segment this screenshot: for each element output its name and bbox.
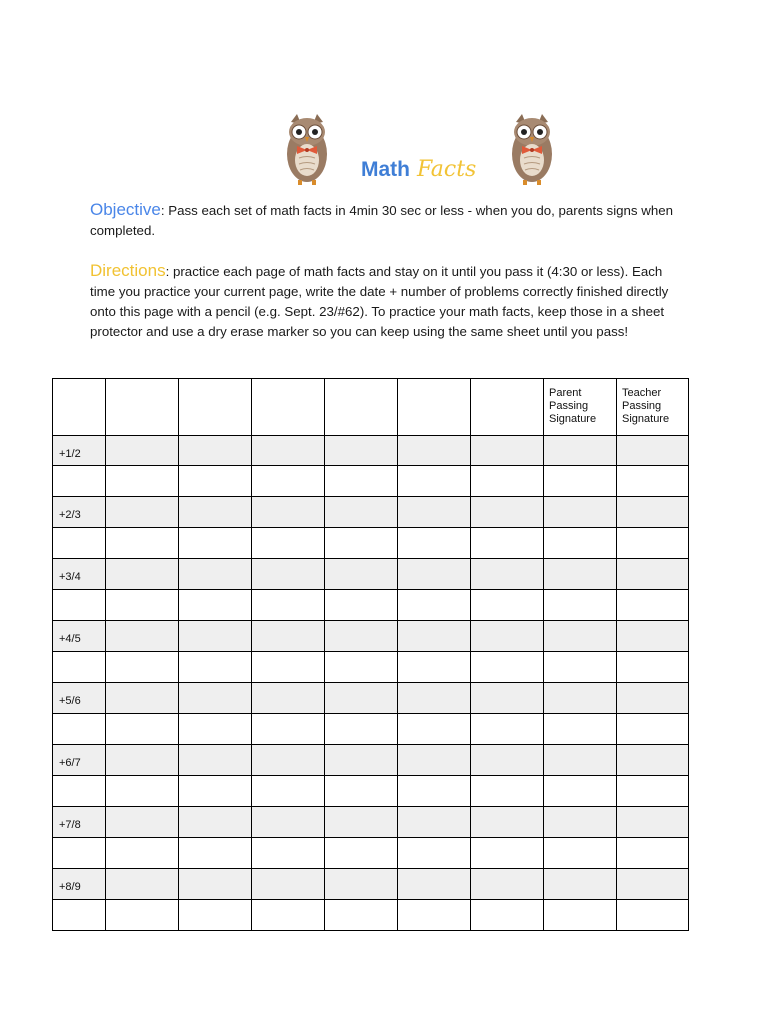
directions-label: Directions <box>90 261 166 280</box>
entry-cell[interactable] <box>106 838 179 869</box>
entry-cell[interactable] <box>471 652 544 683</box>
entry-cell[interactable] <box>106 528 179 559</box>
entry-cell[interactable] <box>398 466 471 497</box>
entry-cell[interactable] <box>106 869 179 900</box>
table-header-label <box>252 379 324 387</box>
entry-cell[interactable] <box>106 683 179 714</box>
entry-cell[interactable] <box>325 838 398 869</box>
table-row <box>53 900 689 931</box>
entry-cell[interactable] <box>325 869 398 900</box>
entry-cell[interactable] <box>398 900 471 931</box>
row-label: +3/4 <box>59 571 81 583</box>
row-label <box>53 652 105 664</box>
entry-cell[interactable] <box>325 745 398 776</box>
entry-cell[interactable] <box>544 745 617 776</box>
row-label: +5/6 <box>59 695 81 707</box>
table-row <box>53 652 689 683</box>
entry-cell[interactable] <box>252 900 325 931</box>
entry-cell[interactable] <box>325 714 398 745</box>
row-label-cell <box>53 497 106 528</box>
entry-cell[interactable] <box>179 745 252 776</box>
entry-cell[interactable] <box>179 838 252 869</box>
entry-cell[interactable] <box>617 590 689 621</box>
table-header-cell <box>106 379 179 436</box>
entry-cell[interactable] <box>617 497 689 528</box>
row-label-cell <box>53 436 106 466</box>
row-label <box>53 528 105 540</box>
entry-cell[interactable] <box>179 436 252 466</box>
page-title <box>361 157 476 182</box>
table-row <box>53 497 689 528</box>
row-label-cell <box>53 838 106 869</box>
row-label-cell <box>53 776 106 807</box>
entry-cell[interactable] <box>325 900 398 931</box>
table-header-cell <box>325 379 398 436</box>
entry-cell[interactable] <box>617 652 689 683</box>
entry-cell[interactable] <box>252 621 325 652</box>
entry-cell[interactable] <box>471 621 544 652</box>
row-label-cell <box>53 528 106 559</box>
objective-paragraph <box>90 200 690 241</box>
entry-cell[interactable] <box>106 807 179 838</box>
row-label-cell <box>53 652 106 683</box>
table-row <box>53 714 689 745</box>
entry-cell[interactable] <box>617 776 689 807</box>
row-label: +7/8 <box>59 819 81 831</box>
entry-cell[interactable] <box>179 683 252 714</box>
table-row <box>53 683 689 714</box>
row-label <box>53 466 105 478</box>
row-label <box>53 838 105 850</box>
table-row <box>53 528 689 559</box>
entry-cell[interactable] <box>471 683 544 714</box>
entry-cell[interactable] <box>106 436 179 466</box>
entry-cell[interactable] <box>398 528 471 559</box>
entry-cell[interactable] <box>325 683 398 714</box>
entry-cell[interactable] <box>544 466 617 497</box>
entry-cell[interactable] <box>544 559 617 590</box>
table-row <box>53 869 689 900</box>
entry-cell[interactable] <box>398 436 471 466</box>
entry-cell[interactable] <box>179 900 252 931</box>
entry-cell[interactable] <box>325 497 398 528</box>
entry-cell[interactable] <box>617 559 689 590</box>
entry-cell[interactable] <box>617 838 689 869</box>
entry-cell[interactable] <box>106 466 179 497</box>
entry-cell[interactable] <box>544 436 617 466</box>
entry-cell[interactable] <box>617 869 689 900</box>
table-header-label <box>471 379 543 387</box>
entry-cell[interactable] <box>252 838 325 869</box>
entry-cell[interactable] <box>398 776 471 807</box>
row-label-cell <box>53 590 106 621</box>
entry-cell[interactable] <box>325 807 398 838</box>
entry-cell[interactable] <box>252 714 325 745</box>
table-row <box>53 621 689 652</box>
entry-cell[interactable] <box>179 869 252 900</box>
table-row <box>53 559 689 590</box>
entry-cell[interactable] <box>471 807 544 838</box>
entry-cell[interactable] <box>106 776 179 807</box>
entry-cell[interactable] <box>544 776 617 807</box>
table-row <box>53 838 689 869</box>
entry-cell[interactable] <box>398 714 471 745</box>
entry-cell[interactable] <box>252 776 325 807</box>
entry-cell[interactable] <box>325 652 398 683</box>
entry-cell[interactable] <box>179 590 252 621</box>
entry-cell[interactable] <box>471 590 544 621</box>
table-header-row <box>53 379 689 436</box>
entry-cell[interactable] <box>544 683 617 714</box>
row-label: +2/3 <box>59 509 81 521</box>
entry-cell[interactable] <box>252 652 325 683</box>
entry-cell[interactable] <box>617 714 689 745</box>
entry-cell[interactable] <box>544 714 617 745</box>
row-label <box>53 714 105 726</box>
entry-cell[interactable] <box>617 466 689 497</box>
entry-cell[interactable] <box>398 559 471 590</box>
entry-cell[interactable] <box>179 807 252 838</box>
entry-cell[interactable] <box>325 590 398 621</box>
entry-cell[interactable] <box>471 466 544 497</box>
table-header-label: Teacher Passing Signature <box>622 387 670 425</box>
entry-cell[interactable] <box>471 838 544 869</box>
entry-cell[interactable] <box>106 590 179 621</box>
entry-cell[interactable] <box>252 436 325 466</box>
table-header-cell <box>53 379 106 436</box>
entry-cell[interactable] <box>179 776 252 807</box>
entry-cell[interactable] <box>179 528 252 559</box>
entry-cell[interactable] <box>398 745 471 776</box>
entry-cell[interactable] <box>179 559 252 590</box>
entry-cell[interactable] <box>471 714 544 745</box>
row-label <box>53 776 105 788</box>
entry-cell[interactable] <box>544 590 617 621</box>
entry-cell[interactable] <box>179 621 252 652</box>
table-header-cell <box>544 379 617 436</box>
entry-cell[interactable] <box>252 590 325 621</box>
practice-table <box>52 378 689 931</box>
row-label: +1/2 <box>59 448 81 460</box>
entry-cell[interactable] <box>252 497 325 528</box>
entry-cell[interactable] <box>179 497 252 528</box>
entry-cell[interactable] <box>179 714 252 745</box>
entry-cell[interactable] <box>617 436 689 466</box>
objective-text: : Pass each set of math facts in 4min 30 sec or less - when you do, parents signs when completed. <box>90 203 674 238</box>
entry-cell[interactable] <box>398 621 471 652</box>
table-header-label <box>106 379 178 387</box>
entry-cell[interactable] <box>106 559 179 590</box>
entry-cell[interactable] <box>471 776 544 807</box>
entry-cell[interactable] <box>398 838 471 869</box>
entry-cell[interactable] <box>252 869 325 900</box>
entry-cell[interactable] <box>252 683 325 714</box>
table-row <box>53 436 689 466</box>
entry-cell[interactable] <box>252 466 325 497</box>
table-header-label <box>398 379 470 387</box>
entry-cell[interactable] <box>106 714 179 745</box>
entry-cell[interactable] <box>106 900 179 931</box>
table-header-cell <box>179 379 252 436</box>
entry-cell[interactable] <box>106 621 179 652</box>
row-label-cell <box>53 807 106 838</box>
entry-cell[interactable] <box>544 528 617 559</box>
owl-icon-left <box>281 110 333 186</box>
entry-cell[interactable] <box>471 900 544 931</box>
objective-label: Objective <box>90 200 161 219</box>
entry-cell[interactable] <box>106 745 179 776</box>
entry-cell[interactable] <box>252 559 325 590</box>
entry-cell[interactable] <box>106 497 179 528</box>
entry-cell[interactable] <box>325 621 398 652</box>
entry-cell[interactable] <box>544 807 617 838</box>
directions-text: : practice each page of math facts and stay on it until you pass it (4:30 or less). Each time you practice your current page, write the date + number of problems correctly finished directly onto this page with a pencil (e.g. Sept. 23/#62). To practice your math facts, keep those in a sheet protector and use a dry erase marker so you can keep using the same sheet until you pass! <box>90 264 669 339</box>
entry-cell[interactable] <box>179 652 252 683</box>
entry-cell[interactable] <box>544 652 617 683</box>
entry-cell[interactable] <box>471 497 544 528</box>
entry-cell[interactable] <box>544 869 617 900</box>
row-label <box>53 590 105 602</box>
title-math: Math <box>361 158 410 181</box>
entry-cell[interactable] <box>252 745 325 776</box>
row-label-cell <box>53 900 106 931</box>
table-row <box>53 590 689 621</box>
entry-cell[interactable] <box>544 900 617 931</box>
entry-cell[interactable] <box>471 436 544 466</box>
entry-cell[interactable] <box>471 528 544 559</box>
table-header-cell <box>617 379 689 436</box>
entry-cell[interactable] <box>106 652 179 683</box>
table-header-cell <box>252 379 325 436</box>
row-label-cell <box>53 714 106 745</box>
row-label-cell <box>53 559 106 590</box>
table-row <box>53 776 689 807</box>
row-label-cell <box>53 745 106 776</box>
entry-cell[interactable] <box>471 869 544 900</box>
table-row <box>53 807 689 838</box>
table-header-label <box>325 379 397 387</box>
entry-cell[interactable] <box>617 683 689 714</box>
owl-icon-right <box>506 110 558 186</box>
row-label <box>53 900 105 912</box>
entry-cell[interactable] <box>398 497 471 528</box>
entry-cell[interactable] <box>179 466 252 497</box>
entry-cell[interactable] <box>398 683 471 714</box>
entry-cell[interactable] <box>325 436 398 466</box>
entry-cell[interactable] <box>617 621 689 652</box>
entry-cell[interactable] <box>544 621 617 652</box>
entry-cell[interactable] <box>617 807 689 838</box>
entry-cell[interactable] <box>398 652 471 683</box>
entry-cell[interactable] <box>252 807 325 838</box>
row-label: +6/7 <box>59 757 81 769</box>
row-label-cell <box>53 869 106 900</box>
entry-cell[interactable] <box>617 745 689 776</box>
entry-cell[interactable] <box>325 528 398 559</box>
entry-cell[interactable] <box>544 838 617 869</box>
entry-cell[interactable] <box>398 807 471 838</box>
row-label: +4/5 <box>59 633 81 645</box>
table-header-label <box>179 379 251 387</box>
table-header-label <box>53 379 105 387</box>
entry-cell[interactable] <box>617 528 689 559</box>
entry-cell[interactable] <box>471 559 544 590</box>
table-header-cell <box>471 379 544 436</box>
entry-cell[interactable] <box>544 497 617 528</box>
table-header-cell <box>398 379 471 436</box>
entry-cell[interactable] <box>398 590 471 621</box>
directions-paragraph <box>90 261 690 342</box>
row-label-cell <box>53 621 106 652</box>
entry-cell[interactable] <box>471 745 544 776</box>
table-header-label: Parent Passing Signature <box>549 387 597 425</box>
entry-cell[interactable] <box>325 559 398 590</box>
row-label: +8/9 <box>59 881 81 893</box>
entry-cell[interactable] <box>325 466 398 497</box>
entry-cell[interactable] <box>252 528 325 559</box>
entry-cell[interactable] <box>398 869 471 900</box>
entry-cell[interactable] <box>325 776 398 807</box>
entry-cell[interactable] <box>617 900 689 931</box>
table-row <box>53 745 689 776</box>
row-label-cell <box>53 466 106 497</box>
row-label-cell <box>53 683 106 714</box>
table-row <box>53 466 689 497</box>
title-facts: Facts <box>417 157 477 182</box>
